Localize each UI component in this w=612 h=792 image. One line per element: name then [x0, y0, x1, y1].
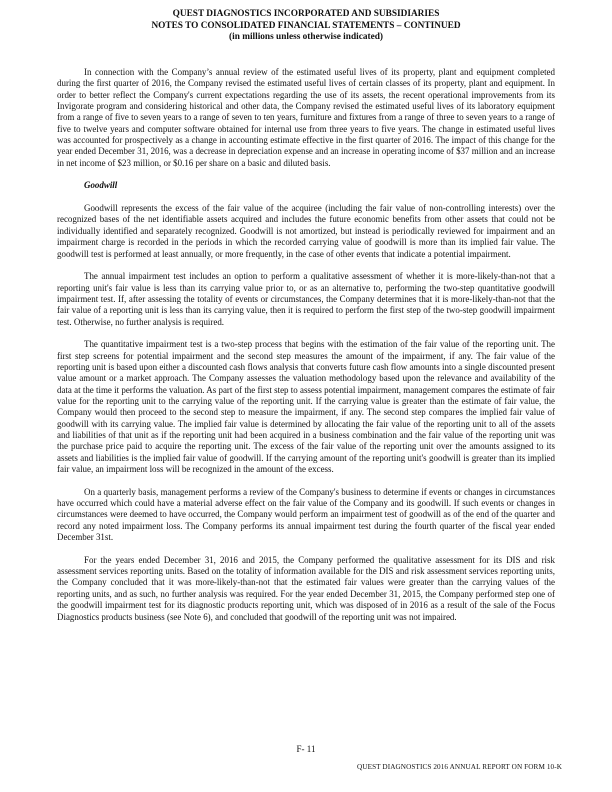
document-body: [57, 67, 555, 634]
paragraph-quarterly-review: On a quarterly basis, management performs a review of the Company's business to determine if events or changes in circumstances have occurred which could have a material adverse effect on the fair value of the Company and its goodwill. If such events or changes in circumstances were deemed to have occurred, the Company would perform an impairment test of goodwill as of the end of the quarter and record any noted impairment loss. The Company performs its annual impairment test during the fourth quarter of the fiscal year ended December 31st.: [57, 486, 555, 543]
page-number: F- 11: [296, 744, 316, 754]
heading-goodwill: Goodwill: [84, 180, 118, 191]
units-note: (in millions unless otherwise indicated): [229, 32, 383, 42]
paragraph-quantitative-test: The quantitative impairment test is a two-step process that begins with the estimation of the fair value of the reporting unit. The first step screens for potential impairment and the second step measures the amount of the impairment, if any. The fair value of the reporting unit is based upon either a discounted cash flows analysis that converts future cash flow amounts into a single discounted present value amount or a market approach. The Company assesses the valuation methodology based upon the relevance and availability of the data at the time it performs the valuation. As part of the first step to assess potential impairment, management compares the estimate of fair value for the reporting unit to the carrying value of the reporting unit. If the carrying value is greater than the estimate of fair value, the Company would then proceed to the second step to measure the impairment, if any. The second step compares the implied fair value of goodwill with its carrying value. The implied fair value is determined by allocating the fair value of the reporting unit to all of the assets and liabilities of that unit as if the reporting unit had been acquired in a business combination and the fair value of the reporting unit was the purchase price paid to acquire the reporting unit. The excess of the fair value of the reporting unit over the amounts assigned to its assets and liabilities is the implied fair value of goodwill. If the carrying amount of the reporting unit's goodwill is greater than its implied fair value, an impairment loss will be recognized in the amount of the excess.: [57, 339, 555, 475]
section-title: NOTES TO CONSOLIDATED FINANCIAL STATEMENTS – CONTINUED: [151, 20, 461, 31]
company-heading: QUEST DIAGNOSTICS INCORPORATED AND SUBSIDIARIES: [172, 9, 440, 19]
running-footer: QUEST DIAGNOSTICS 2016 ANNUAL REPORT ON FORM 10-K: [357, 763, 562, 771]
paragraph-qualitative-assessment: For the years ended December 31, 2016 and 2015, the Company performed the qualitative assessment for its DIS and risk assessment services reporting units. Based on the totality of information available for the DIS and risk assessment services reporting units, the Company concluded that it was more-likely-than-not that the estimated fair values were greater than the carrying values of the reporting units, and as such, no further analysis was required. For the year ended December 31, 2015, the Company performed step one of the goodwill impairment test for its diagnostic products reporting unit, which was disposed of in 2016 as a result of the sale of the Focus Diagnostics products business (see Note 6), and concluded that goodwill of the reporting unit was not impaired.: [57, 554, 555, 622]
paragraph-goodwill-definition: Goodwill represents the excess of the fair value of the acquiree (including the fair value of non-controlling interests) over the recognized bases of the net identifiable assets acquired and includes the future economic benefits from other assets that could not be individually identified and separately recognized. Goodwill is not amortized, but instead is periodically reviewed for impairment and an impairment charge is recorded in the periods in which the recorded carrying value of goodwill is more than its implied fair value. The goodwill test is performed at least annually, or more frequently, in the case of other events that indicate a potential impairment.: [57, 203, 555, 259]
paragraph-useful-lives: In connection with the Company’s annual review of the estimated useful lives of its property, plant and equipment completed during the first quarter of 2016, the Company revised the estimated useful lives of certain classes of its property, plant and equipment. In order to better reflect the Company's current expectations regarding the use of its assets, the recent operational improvements from its Invigorate program and considering historical and other data, the Company revised the estimated useful lives of its laboratory equipment from a range of five to seven years to a range of seven to ten years, furniture and fixtures from a range of three to seven years to a range of five to twelve years and computer software obtained for internal use from three years to five years. The change in estimated useful lives was accounted for prospectively as a change in accounting estimate effective in the first quarter of 2016. The impact of this change for the year ended December 31, 2016, was a decrease in depreciation expense and an increase in operating income of $37 million and an increase in net income of $23 million, or $0.16 per share on a basic and diluted basis.: [57, 67, 555, 168]
paragraph-annual-impairment-test: The annual impairment test includes an option to perform a qualitative assessment of whether it is more-likely-than-not that a reporting unit's fair value is less than its carrying value prior to, or as an alternative to, performing the two-step quantitative goodwill impairment test. If, after assessing the totality of events or circumstances, the Company determines that it is more-likely-than-not that the fair value of a reporting unit is less than its carrying value, then it is required to perform the first step of the two-step goodwill impairment test. Otherwise, no further analysis is required.: [57, 271, 555, 327]
